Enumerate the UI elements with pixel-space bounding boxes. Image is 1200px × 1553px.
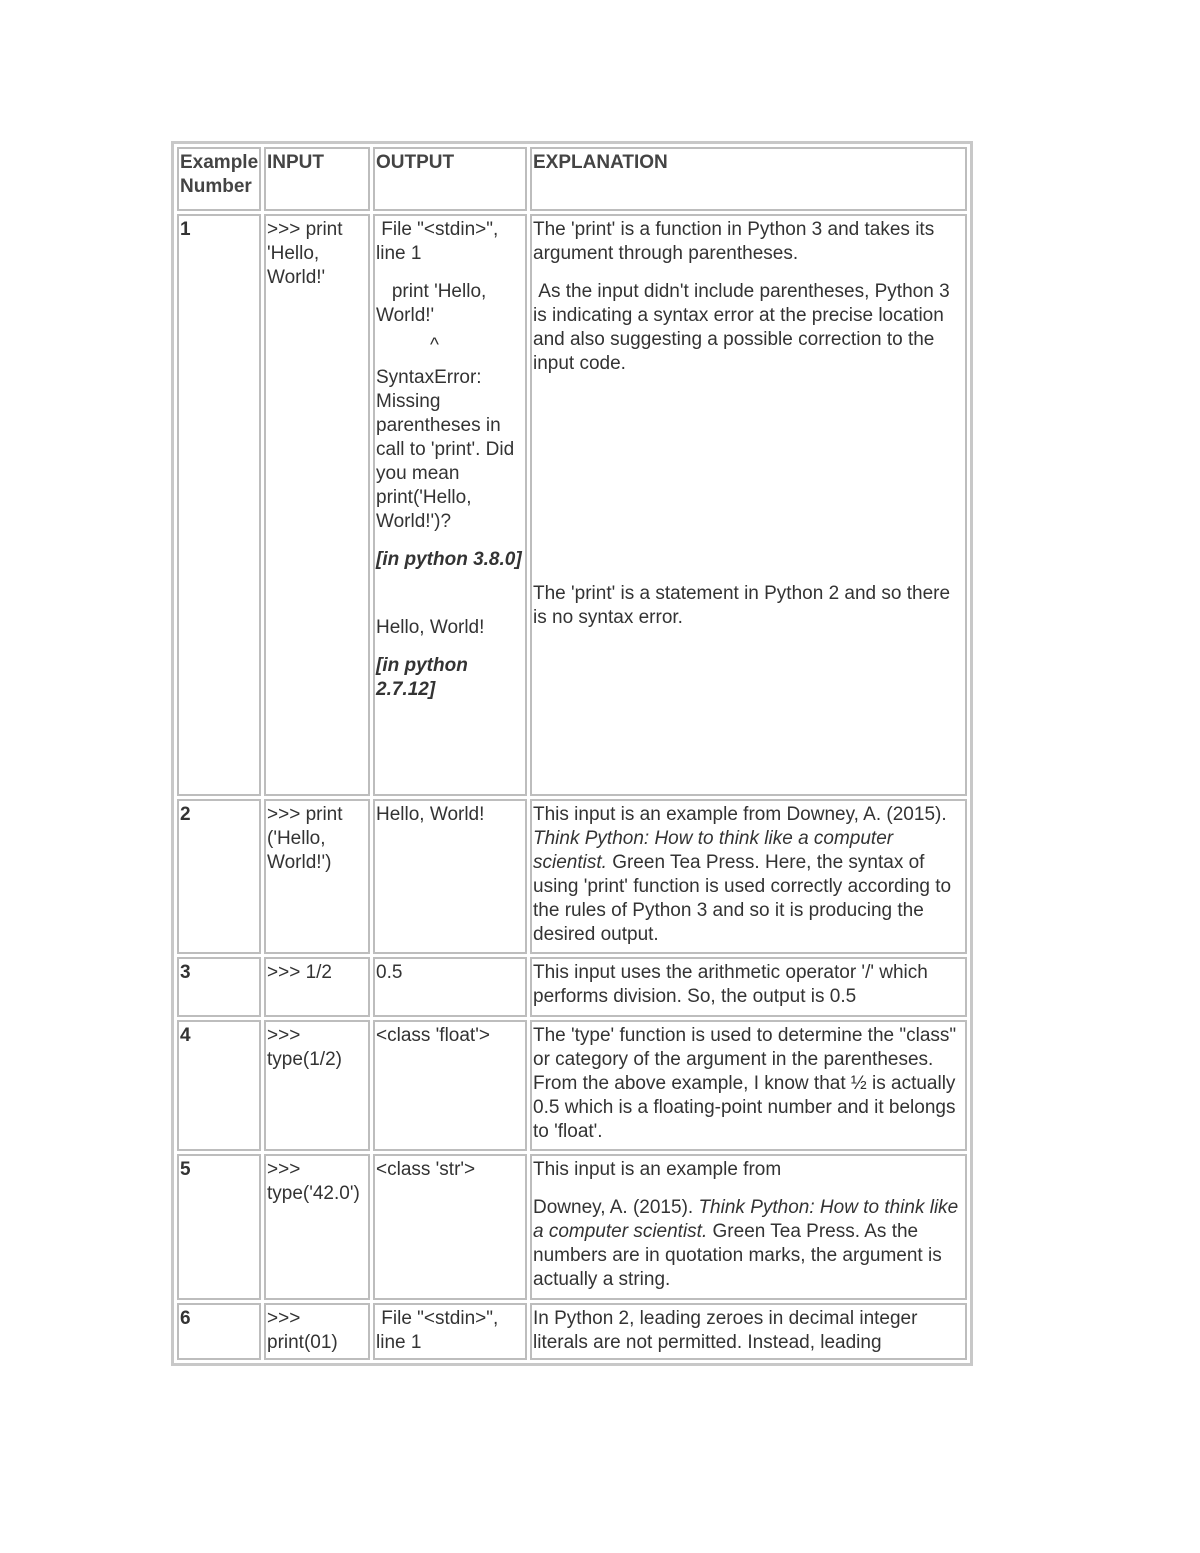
output-cell [373, 214, 527, 796]
header-explanation: EXPLANATION [530, 147, 967, 211]
explanation-cell [530, 214, 967, 796]
output-cell: Hello, World! [373, 799, 527, 954]
example-number: 3 [177, 957, 261, 1017]
examples-table [171, 141, 973, 1366]
explanation-cell [530, 1154, 967, 1300]
explanation-cell: This input uses the arithmetic operator '/' which performs division. So, the output is 0.5 [530, 957, 967, 1017]
explanation-text: Green Tea Press. Here, the syntax of using 'print' function is used correctly according to the rules of Python 3 and so it is producing the desired output. [533, 852, 952, 945]
input-cell: >>> 1/2 [264, 957, 370, 1017]
explanation-text: As the input didn't include parentheses, Python 3 is indicating a syntax error at the precise location and also suggesting a possible correction to the input code. [533, 281, 955, 374]
output-cell: <class 'str'> [373, 1154, 527, 1300]
book-title: Think Python: How to think like a computer scientist. [533, 828, 894, 873]
python-version-note: [in python 2.7.12] [376, 655, 468, 700]
output-cell: File "<stdin>", line 1 [373, 1303, 527, 1360]
header-input: INPUT [264, 147, 370, 211]
output-error: SyntaxError: Missing parentheses in call to 'print'. Did you mean print('Hello, World!')? [376, 367, 515, 532]
explanation-text: The 'print' is a function in Python 3 and takes its argument through parentheses. [533, 219, 935, 264]
example-number: 4 [177, 1020, 261, 1151]
output-cell: 0.5 [373, 957, 527, 1017]
explanation-text: This input is an example from [533, 1159, 782, 1180]
table-row [177, 1303, 967, 1360]
output-caret: ^ [430, 335, 439, 356]
header-example-number: Example Number [177, 147, 261, 211]
input-cell: >>> print(01) [264, 1303, 370, 1360]
header-output: OUTPUT [373, 147, 527, 211]
explanation-cell [530, 799, 967, 954]
book-title: Think Python: How to think like a computer scientist. [533, 1197, 959, 1242]
table-row [177, 1154, 967, 1300]
explanation-text: The 'print' is a statement in Python 2 and so there is no syntax error. [533, 583, 951, 628]
input-cell: >>> print 'Hello, World!' [264, 214, 370, 796]
example-number: 2 [177, 799, 261, 954]
explanation-text [533, 1196, 965, 1292]
explanation-text: This input is an example from Downey, A. (2015). [533, 804, 947, 825]
python-version-note: [in python 3.8.0] [376, 549, 522, 570]
output-line: print 'Hello, World!' [376, 281, 492, 326]
table-row [177, 1020, 967, 1151]
input-cell: >>> type(1/2) [264, 1020, 370, 1151]
header-row [177, 147, 967, 211]
output-cell: <class 'float'> [373, 1020, 527, 1151]
input-cell: >>> type('42.0') [264, 1154, 370, 1300]
output-line: File "<stdin>", line 1 [376, 219, 504, 264]
explanation-text: Downey, A. (2015). [533, 1197, 699, 1218]
input-cell: >>> print ('Hello, World!') [264, 799, 370, 954]
explanation-text: Green Tea Press. As the numbers are in quotation marks, the argument is actually a string. [533, 1221, 942, 1290]
table-row [177, 214, 967, 796]
explanation-cell: The 'type' function is used to determine the "class" or category of the argument in the parentheses. From the above example, I know that ½ is actually 0.5 which is a floating-point number and it belongs to 'float'. [530, 1020, 967, 1151]
table-row [177, 799, 967, 954]
example-number: 6 [177, 1303, 261, 1360]
table-row [177, 957, 967, 1017]
output-line: Hello, World! [376, 617, 485, 638]
example-number: 5 [177, 1154, 261, 1300]
example-number: 1 [177, 214, 261, 796]
explanation-cell: In Python 2, leading zeroes in decimal integer literals are not permitted. Instead, leading [530, 1303, 967, 1360]
